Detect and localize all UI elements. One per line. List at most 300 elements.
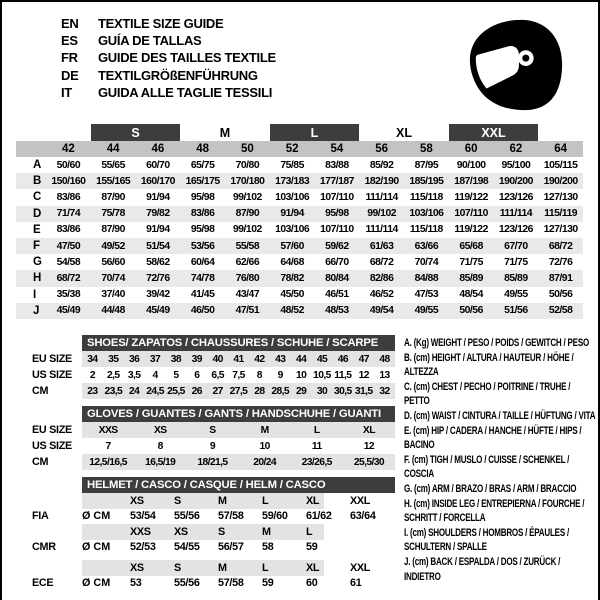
measure-value: 47/53: [414, 289, 439, 301]
measure-value: 115/119: [544, 208, 578, 220]
language-code: FR: [61, 50, 78, 66]
language-code: DE: [61, 67, 79, 83]
measure-value: 111/114: [365, 191, 398, 203]
measure-value: 45/49: [56, 305, 81, 317]
cell-value: 5: [173, 369, 179, 381]
cell-value: 2,5: [107, 369, 120, 381]
helmet-size: M: [218, 561, 227, 574]
cell-value: 11,5: [334, 369, 352, 381]
cell-value: 27: [212, 385, 223, 397]
measure-value: 71/74: [56, 208, 81, 220]
cell-value: 35: [108, 353, 119, 365]
size-group-l: L: [270, 124, 360, 141]
measure-value: 190/200: [498, 175, 533, 187]
measure-value: 87/90: [101, 191, 125, 203]
legend-item-j: J. (cm) BACK / ESPALDA / DOS / ZURÜCK / INDIETRO: [404, 555, 561, 583]
helmet-sizes: [82, 524, 395, 540]
row-letter: F: [33, 240, 41, 253]
legend-item-h: H. (cm) INSIDE LEG / ENTREPIERNA / FOURCHE / SCHRITT / FORCELLA: [404, 497, 585, 525]
cell-value: 37: [149, 353, 161, 365]
measure-value: 190/200: [543, 175, 578, 187]
cell-value: 12: [363, 440, 375, 452]
measure-value: 65/75: [190, 159, 215, 171]
helmet-value: 59: [262, 577, 274, 590]
measure-row-e: [16, 222, 583, 238]
legend-item-i: I. (cm) SHOULDERS / HOMBROS / ÉPAULES / SCHULTERN / SPALLE: [404, 526, 569, 554]
guide-title: GUIDE DES TAILLES TEXTILE: [98, 50, 276, 66]
helmet-sizes: [82, 560, 395, 576]
measure-value: 84/88: [414, 272, 439, 284]
helmet-value: 57/58: [218, 510, 244, 523]
cell-value: 25,5: [167, 385, 185, 397]
legend-item-a: A. (Kg) WEIGHT / PESO / POIDS / GEWITCH / PESO: [404, 337, 590, 349]
cell-value: 47: [358, 353, 369, 365]
helmet-values: [82, 540, 395, 556]
size-group-xl: XL: [396, 125, 412, 140]
measure-value: 115/118: [409, 191, 443, 203]
helmet-size: S: [218, 525, 225, 538]
measure-value: 71/75: [459, 256, 483, 268]
language-row-es: [61, 32, 276, 49]
measure-value: 49/54: [369, 305, 394, 317]
helmet-size: XS: [130, 561, 144, 574]
measure-value: 57/60: [280, 240, 304, 252]
measure-value: 46/50: [190, 305, 215, 317]
size-number-50: 50: [240, 143, 254, 155]
gloves-table-values: [82, 454, 395, 470]
size-number-row: [16, 141, 583, 157]
helmet-value: 58: [262, 541, 274, 554]
measure-value: 85/89: [459, 272, 483, 284]
measure-row-b: [16, 173, 583, 189]
guide-title: GUÍA DE TALLAS: [98, 33, 202, 49]
guide-title: GUIDA ALLE TAGLIE TESSILI: [98, 84, 273, 100]
measure-value: 70/80: [235, 159, 260, 171]
measure-row-g: [16, 254, 583, 270]
cell-value: 46: [337, 353, 348, 365]
language-row-it: [61, 84, 276, 101]
measure-value: 67/70: [504, 240, 528, 252]
row-letter: C: [33, 191, 42, 204]
cell-value: L: [313, 424, 320, 436]
measure-row-i: [16, 287, 583, 303]
measure-value: 127/130: [543, 224, 578, 236]
helmet-values: [82, 509, 395, 525]
measure-value: 75/78: [101, 208, 125, 220]
legend-item-c: C. (cm) CHEST / PECHO / POITRINE / TRUHE / PETTO: [404, 380, 571, 408]
row-label: EU SIZE: [32, 353, 72, 365]
shoes-table: [16, 335, 395, 399]
language-row-de: [61, 67, 276, 84]
measure-value: 54/58: [56, 256, 81, 268]
shoes-table-values: [82, 367, 395, 383]
measure-value: 115/118: [409, 224, 443, 236]
measure-value: 68/72: [548, 240, 573, 252]
measure-value: 39/42: [146, 289, 170, 301]
cell-value: 11: [311, 440, 322, 452]
cell-value: 38: [170, 353, 182, 365]
measure-value: 90/100: [456, 159, 486, 171]
helmet-table: [16, 477, 395, 591]
size-group-xxl: XXL: [449, 124, 539, 141]
cell-value: M: [260, 424, 269, 436]
cell-value: 48: [379, 353, 390, 365]
cell-value: 23,5: [104, 385, 123, 397]
helmet-value: 55/56: [174, 577, 200, 590]
measure-value: 95/98: [325, 208, 349, 220]
measure-value: 170/180: [230, 175, 265, 187]
size-group-row: [16, 124, 583, 141]
standard-label: FIA: [32, 510, 49, 523]
cell-value: 31,5: [354, 385, 373, 397]
measure-value: 103/106: [275, 191, 310, 203]
measure-value: 173/183: [275, 175, 310, 187]
legend-item-f: F. (cm) TIGH / MUSLO / CUISSE / SCHENKEL / COSCIA: [404, 453, 570, 481]
helmet-value: 59: [306, 541, 318, 554]
measure-value: 50/56: [459, 305, 483, 317]
measure-value: 82/86: [369, 272, 394, 284]
shoes-table-row-eu-size: [16, 351, 395, 367]
cell-value: 30,5: [334, 385, 352, 397]
row-letter: G: [33, 256, 42, 269]
measure-value: 91/94: [280, 208, 304, 220]
measure-value: 87/90: [235, 208, 260, 220]
measure-value: 119/122: [454, 191, 488, 203]
shoes-table-row-us-size: [16, 367, 395, 383]
guide-title: TEXTILGRÖßENFÜHRUNG: [98, 67, 258, 83]
cell-value: 3,5: [127, 369, 141, 381]
language-code: ES: [61, 33, 78, 49]
gloves-table-values: [82, 438, 395, 454]
measure-value: 177/187: [319, 175, 354, 187]
measure-value: 55/65: [101, 159, 125, 171]
cell-value: 20/24: [253, 456, 276, 468]
measure-value: 83/86: [56, 224, 81, 236]
cell-value: 10: [259, 440, 270, 452]
measure-value: 49/55: [504, 289, 528, 301]
helmet-values-row-ece: [16, 576, 395, 592]
gloves-table-values: [82, 422, 395, 438]
measure-value: 119/122: [454, 224, 488, 236]
cell-value: 8: [157, 440, 163, 452]
row-label: CM: [32, 456, 49, 468]
measure-value: 72/76: [548, 256, 573, 268]
cell-value: 2: [89, 369, 95, 381]
measure-value: 99/102: [232, 224, 262, 236]
measure-value: 65/68: [459, 240, 483, 252]
measure-value: 91/94: [146, 191, 170, 203]
helmet-value: 53/54: [130, 510, 156, 523]
measure-value: 105/115: [543, 159, 578, 171]
helmet-value: 56/57: [218, 541, 244, 554]
size-number-56: 56: [375, 143, 389, 155]
row-label: CM: [32, 385, 49, 397]
measure-value: 99/102: [367, 208, 397, 220]
helmet-values-row-fia: [16, 509, 395, 525]
measure-value: 53/56: [190, 240, 215, 252]
measure-value: 103/106: [275, 224, 310, 236]
helmet-size: XXS: [130, 525, 151, 538]
measure-value: 66/70: [325, 256, 349, 268]
measure-value: 70/74: [414, 256, 439, 268]
unit-label: Ø CM: [82, 577, 111, 590]
helmet-size: XL: [306, 494, 320, 507]
row-label: EU SIZE: [32, 424, 72, 436]
helmet-sizes: [82, 493, 395, 509]
measure-value: 111/114: [365, 224, 398, 236]
measure-value: 95/98: [190, 224, 215, 236]
measure-value: 37/40: [101, 289, 125, 301]
cell-value: XL: [362, 424, 375, 436]
measure-value: 71/75: [504, 256, 528, 268]
measure-value: 155/165: [96, 175, 131, 187]
legend-item-b: B. (cm) HEIGHT / ALTURA / HAUTEUR / HÖHE / ALTEZZA: [404, 351, 574, 379]
measure-value: 79/82: [146, 208, 170, 220]
cell-value: 10,5: [313, 369, 331, 381]
measure-value: 123/126: [498, 191, 533, 203]
row-letter: D: [33, 207, 42, 220]
measure-value: 111/114: [499, 208, 533, 220]
helmet-value: 53: [130, 577, 142, 590]
gloves-table-row-cm: [16, 454, 395, 470]
measure-value: 165/175: [185, 175, 220, 187]
cell-value: 36: [129, 353, 140, 365]
row-letter: E: [33, 223, 41, 236]
measure-value: 87/95: [414, 159, 439, 171]
accessory-size-tables: [16, 335, 395, 598]
helmet-value: 57/58: [218, 577, 244, 590]
helmet-size: XXL: [350, 561, 371, 574]
cell-value: 12: [358, 369, 369, 381]
cell-value: 32: [379, 385, 390, 397]
measure-value: 80/84: [325, 272, 349, 284]
row-label-empty: [16, 524, 82, 540]
helmet-value: 54/55: [174, 541, 200, 554]
guide-title: TEXTILE SIZE GUIDE: [98, 16, 224, 31]
helmet-values-row-cmr: [16, 540, 395, 556]
measure-value: 78/82: [280, 272, 304, 284]
measure-value: 48/52: [280, 305, 304, 317]
measure-value: 50/56: [548, 289, 573, 301]
textile-size-table: [16, 124, 583, 319]
measure-row-d: [16, 206, 583, 222]
legend-item-d: D. (cm) WAIST / CINTURA / TAILLE / HÜFTUNG / VITA: [404, 409, 596, 422]
cell-value: 10: [295, 369, 307, 381]
unit-label: Ø CM: [82, 541, 111, 554]
cell-value: 40: [212, 353, 223, 365]
measurement-legend: [404, 336, 596, 584]
cell-value: 23/26,5: [301, 456, 332, 468]
size-number-52: 52: [285, 143, 299, 155]
measure-value: 72/76: [146, 272, 170, 284]
gloves-table: [16, 406, 395, 470]
language-row-fr: [61, 49, 276, 66]
measure-value: 85/89: [504, 272, 528, 284]
helmet-size: XXL: [350, 494, 371, 507]
size-number-44: 44: [106, 143, 120, 155]
cell-value: 26: [191, 385, 202, 397]
cell-value: 28,5: [271, 385, 290, 397]
helmet-size: L: [262, 561, 269, 574]
measure-value: 51/54: [146, 240, 170, 252]
size-number-42: 42: [61, 143, 75, 155]
unit-empty: [82, 524, 130, 540]
measure-value: 45/50: [280, 289, 304, 301]
measure-value: 107/110: [320, 224, 354, 236]
legend-item-g: G. (cm) ARM / BRAZO / BRAS / ARM / BRACCIO: [404, 482, 577, 495]
standard-label: ECE: [32, 577, 54, 590]
cell-value: 42: [254, 353, 265, 365]
helmet-value: 52/53: [130, 541, 156, 554]
cell-value: 7,5: [232, 369, 245, 381]
unit-empty: [82, 493, 130, 509]
measure-value: 182/190: [364, 175, 399, 187]
helmet-size: XS: [174, 525, 188, 538]
helmet-sizes-row-ece: [16, 560, 395, 576]
cell-value: 27,5: [229, 385, 248, 397]
measure-value: 103/106: [409, 208, 444, 220]
measure-value: 47/50: [56, 240, 81, 252]
measure-value: 87/91: [548, 272, 573, 284]
measure-value: 63/66: [414, 240, 439, 252]
row-letter: I: [33, 288, 37, 301]
cell-value: 28: [254, 385, 265, 397]
cell-value: 45: [316, 353, 328, 365]
cell-value: 43: [275, 353, 286, 365]
measure-value: 56/60: [101, 256, 125, 268]
cell-value: 39: [191, 353, 202, 365]
gloves-table-row-us-size: [16, 438, 395, 454]
cell-value: 29: [295, 385, 307, 397]
row-label: US SIZE: [32, 440, 72, 452]
cell-value: 7: [105, 440, 111, 452]
measure-value: 41/45: [190, 289, 215, 301]
measure-value: 150/160: [51, 175, 86, 187]
cell-value: 16,5/19: [145, 456, 176, 468]
cell-value: 24,5: [146, 385, 164, 397]
cell-value: 12,5/16,5: [89, 456, 127, 468]
size-number-58: 58: [419, 143, 433, 155]
language-row-en: [61, 15, 276, 32]
cell-value: 6: [194, 369, 200, 381]
measure-value: 185/195: [409, 175, 444, 187]
cell-value: 34: [87, 353, 98, 365]
racing-helmet-icon: [465, 14, 567, 116]
legend-item-e: E. (cm) HIP / CADERA / HANCHE / HÜFTE / HIPS / BACINO: [404, 424, 582, 452]
measure-value: 45/49: [146, 305, 170, 317]
helmet-size: L: [262, 494, 269, 507]
cell-value: 23: [87, 385, 98, 397]
row-letter: H: [33, 272, 42, 285]
measure-value: 59/62: [325, 240, 349, 252]
helmet-size: S: [174, 561, 181, 574]
language-code: IT: [61, 84, 72, 100]
measure-value: 107/110: [454, 208, 488, 220]
unit-label: Ø CM: [82, 510, 111, 523]
gloves-table-header: GLOVES / GUANTES / GANTS / HANDSCHUHE / GUANTI: [82, 406, 395, 422]
measure-value: 160/170: [140, 175, 175, 187]
cell-value: 8: [256, 369, 262, 381]
helmet-size: L: [306, 525, 313, 538]
helmet-sizes-row-cmr: [16, 524, 395, 540]
row-label-empty: [16, 493, 82, 509]
helmet-size: XS: [130, 494, 144, 507]
cell-value: 25,5/30: [353, 456, 384, 468]
measure-row-c: [16, 189, 583, 205]
measure-value: 52/58: [548, 305, 573, 317]
measure-value: 61/63: [369, 240, 394, 252]
measure-value: 49/52: [101, 240, 125, 252]
measure-value: 95/98: [190, 191, 215, 203]
measure-value: 48/54: [459, 289, 483, 301]
helmet-size: M: [262, 525, 271, 538]
measure-value: 58/62: [146, 256, 170, 268]
size-number-46: 46: [151, 143, 165, 155]
measure-row-f: [16, 238, 583, 254]
measure-value: 76/80: [235, 272, 260, 284]
shoes-table-header: SHOES/ ZAPATOS / CHAUSSURES / SCHUHE / SCARPE: [82, 335, 395, 351]
cell-value: XS: [153, 424, 167, 436]
cell-value: 4: [152, 369, 158, 381]
size-number-48: 48: [196, 143, 210, 155]
row-letter: J: [33, 304, 40, 317]
measure-value: 35/38: [56, 289, 81, 301]
language-code: EN: [61, 16, 79, 31]
measure-value: 43/47: [235, 289, 260, 301]
helmet-size: M: [218, 494, 227, 507]
measure-value: 75/85: [280, 159, 304, 171]
measure-value: 127/130: [543, 191, 578, 203]
size-number-62: 62: [509, 143, 523, 155]
helmet-size: XL: [306, 561, 320, 574]
measure-value: 48/53: [325, 305, 349, 317]
measure-value: 95/100: [501, 159, 531, 171]
size-group-m: M: [219, 125, 231, 140]
measure-value: 51/56: [504, 305, 528, 317]
helmet-value: 59/60: [262, 510, 288, 523]
cell-value: 9: [277, 369, 283, 381]
cell-value: 44: [295, 353, 307, 365]
measure-value: 49/55: [414, 305, 439, 317]
size-number-64: 64: [554, 143, 568, 155]
measure-value: 70/74: [101, 272, 125, 284]
measure-value: 46/52: [369, 289, 394, 301]
helmet-sizes-row-fia: [16, 493, 395, 509]
shoes-table-values: [82, 383, 395, 399]
cell-value: XXS: [98, 424, 118, 436]
size-number-60: 60: [464, 143, 478, 155]
cell-value: 13: [379, 369, 390, 381]
measure-value: 85/92: [369, 159, 394, 171]
measure-row-h: [16, 270, 583, 286]
measure-value: 107/110: [320, 191, 354, 203]
measure-value: 46/51: [325, 289, 349, 301]
measure-value: 83/88: [325, 159, 349, 171]
row-label-empty: [16, 560, 82, 576]
row-letter: B: [33, 175, 42, 188]
standard-label: CMR: [32, 541, 56, 554]
measure-value: 123/126: [498, 224, 533, 236]
measure-row-a: [16, 157, 583, 173]
row-letter: A: [33, 159, 42, 172]
measure-row-j: [16, 303, 583, 319]
helmet-value: 61: [350, 577, 362, 590]
measure-value: 187/198: [454, 175, 489, 187]
helmet-values: [82, 576, 395, 592]
cell-value: S: [209, 424, 216, 436]
measure-value: 60/70: [146, 159, 170, 171]
measure-value: 47/51: [235, 305, 260, 317]
